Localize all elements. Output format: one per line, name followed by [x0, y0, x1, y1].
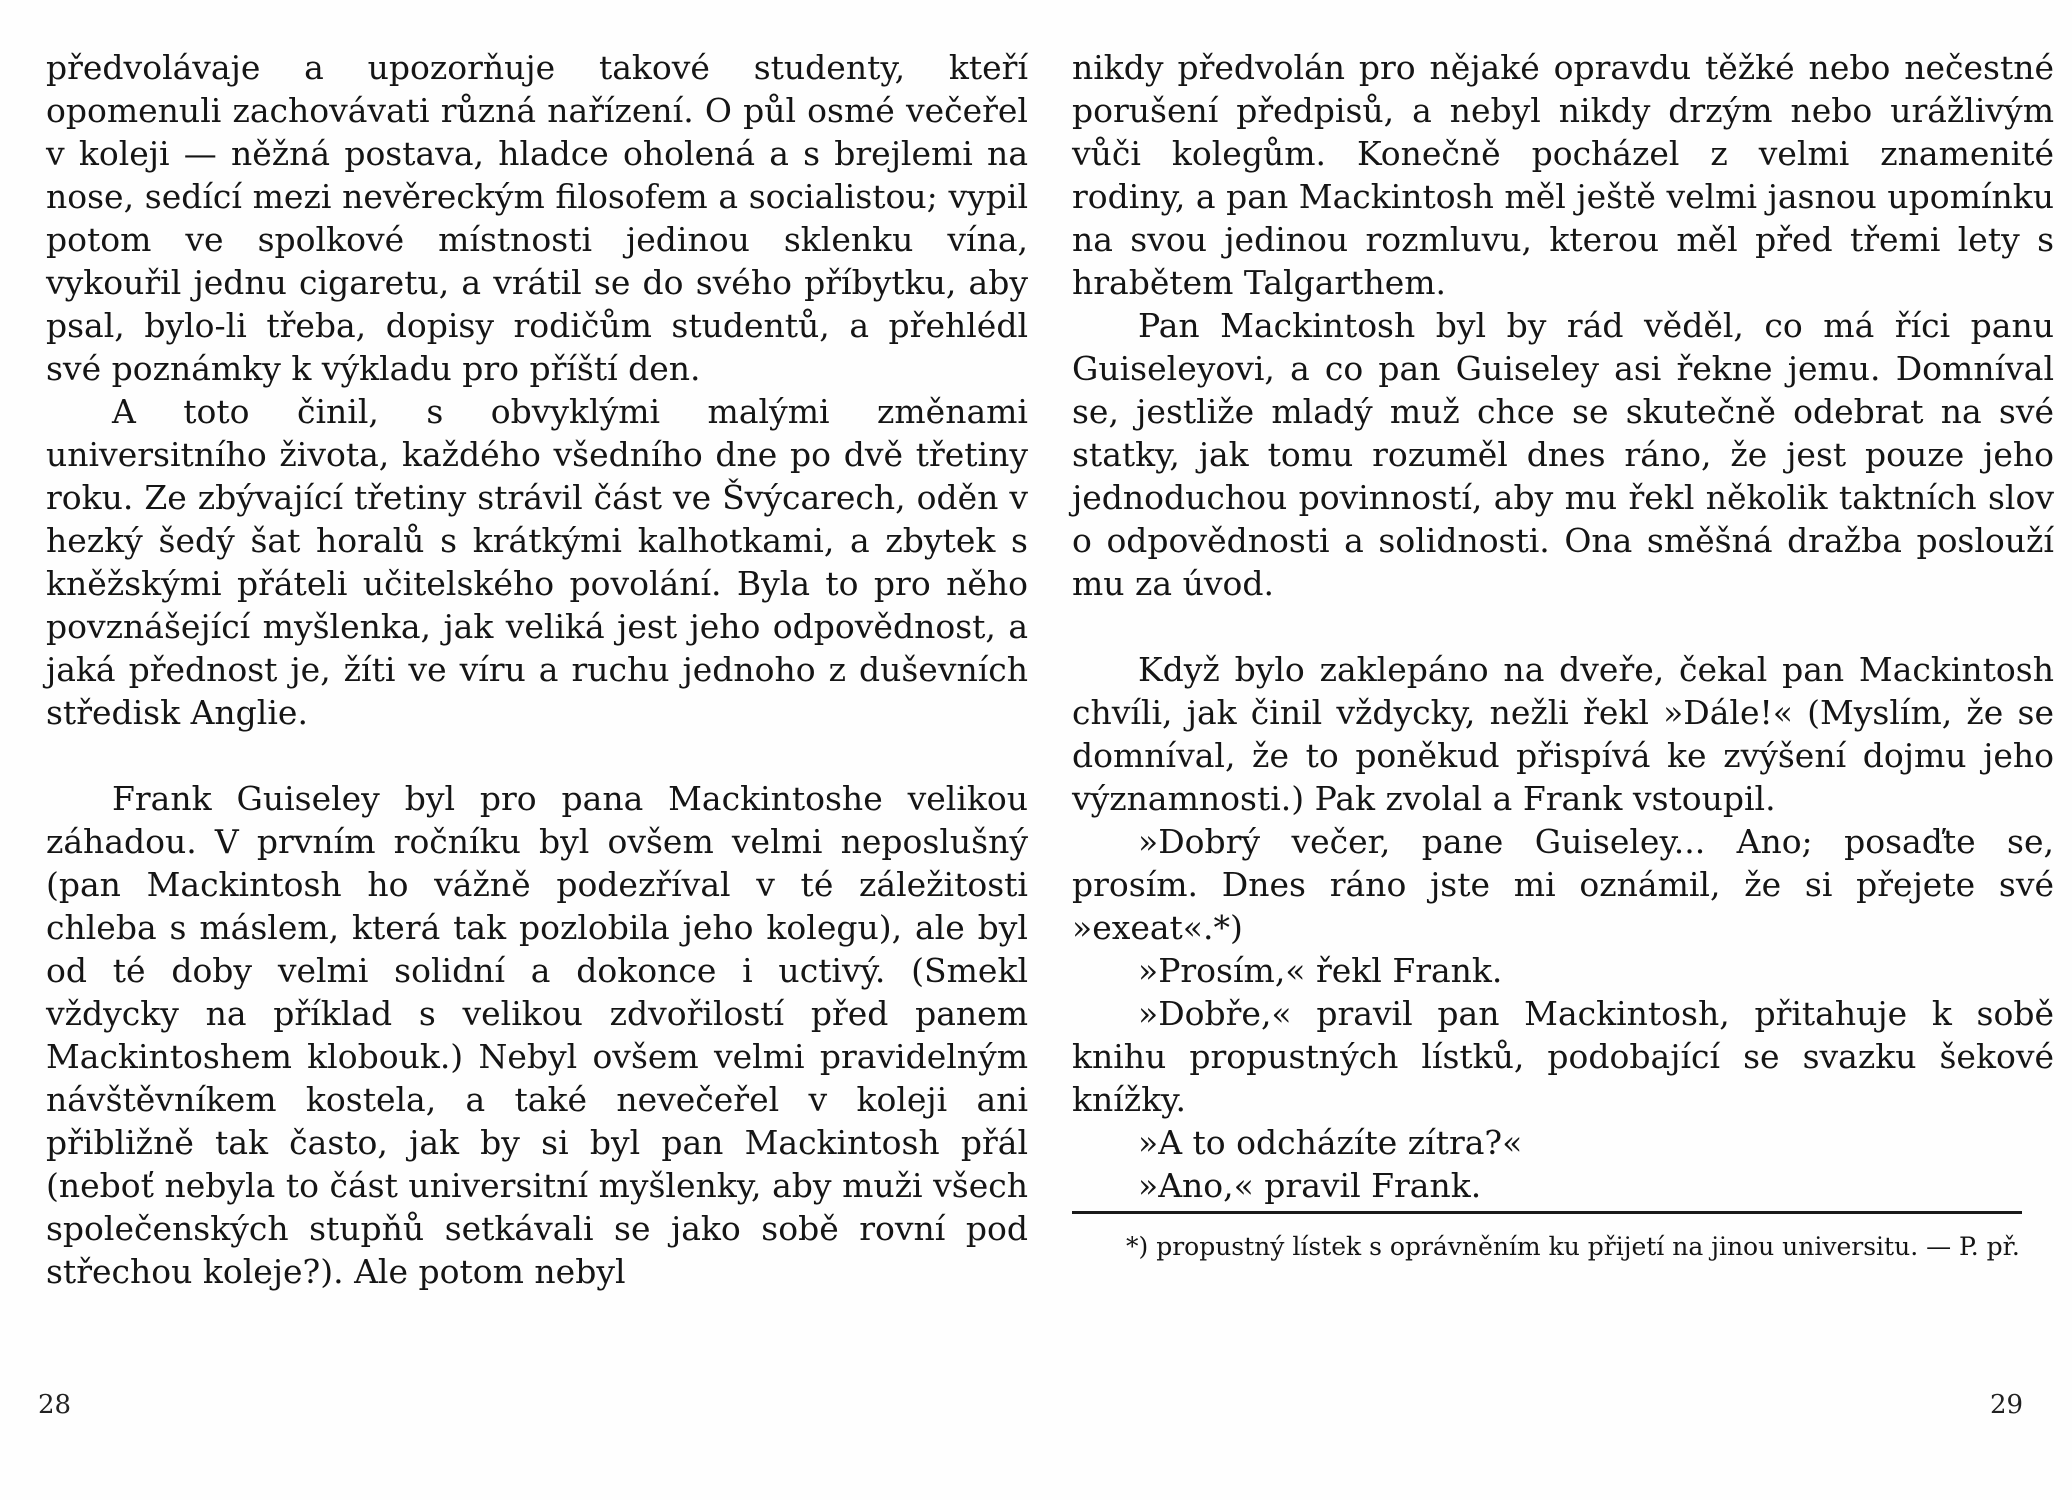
right-paragraph-7: »A to odcházíte zítra?« [1138, 1123, 1523, 1162]
left-paragraph-2: A toto činil, s obvyklými malými změnami universitního života, každého všedního dne po dvě třetiny roku. Ze zbývající třetiny strávil část ve Švýcarech, oděn v hezký šedý šat horalů s krátkými kalhotkami, a zbytek s kněžskými přáteli učitelského povolání. Byla to pro něho povznášející myšlenka, jak veliká jest jeho odpovědnost, a jaká přednost je, žíti ve víru a ruchu jednoho z duševních středisk Anglie. [46, 392, 1028, 732]
left-text-column [46, 46, 1028, 1293]
right-text-column [1072, 46, 2054, 1207]
left-paragraph-1: předvolávaje a upozorňuje takové studenty, kteří opomenuli zachovávati různá nařízení. O půl osmé večeřel v koleji — něžná postava, hladce oholená a s brejlemi na nose, sedící mezi nevěreckým filosofem a socialistou; vypil potom ve spolkové místnosti jedinou sklenku vína, vykouřil jednu cigaretu, a vrátil se do svého příbytku, aby psal, bylo-li třeba, dopisy rodičům studentů, a přehlédl své poznámky k výkladu pro příští den. [46, 48, 1028, 388]
left-page [46, 46, 1028, 1293]
section-break [46, 734, 1028, 777]
right-paragraph-1: nikdy předvolán pro nějaké opravdu těžké nebo nečestné porušení předpisů, a nebyl nikdy drzým nebo urážlivým vůči kolegům. Konečně pocházel z velmi znamenité rodiny, a pan Mackintosh měl ještě velmi jasnou upomínku na svou jedinou rozmluvu, kterou měl před třemi lety s hrabětem Talgarthem. [1072, 48, 2054, 302]
footnote-rule [1072, 1211, 2022, 1214]
page-number-left: 28 [38, 1390, 72, 1420]
right-paragraph-4: »Dobrý večer, pane Guiseley... Ano; posaďte se, prosím. Dnes ráno jste mi oznámil, že si přejete své »exeat«.*) [1072, 822, 2054, 947]
right-paragraph-5: »Prosím,« řekl Frank. [1138, 951, 1503, 990]
page-number-right: 29 [1990, 1390, 2024, 1420]
right-paragraph-6: »Dobře,« pravil pan Mackintosh, přitahuje k sobě knihu propustných lístků, podobající se svazku šekové knížky. [1072, 994, 2054, 1119]
right-paragraph-8: »Ano,« pravil Frank. [1138, 1166, 1482, 1205]
right-page [1072, 46, 2054, 1263]
footnote: *) propustný lístek s oprávněním ku přijetí na jinou universitu. — P. př. [1126, 1232, 2020, 1261]
section-break [1072, 605, 2054, 648]
right-paragraph-3: Když bylo zaklepáno na dveře, čekal pan Mackintosh chvíli, jak činil vždycky, nežli řekl »Dále!« (Myslím, že se domníval, že to poněkud přispívá ke zvýšení dojmu jeho významnosti.) Pak zvolal a Frank vstoupil. [1072, 650, 2054, 818]
right-paragraph-2: Pan Mackintosh byl by rád věděl, co má říci panu Guiseleyovi, a co pan Guiseley asi řekne jemu. Domníval se, jestliže mladý muž chce se skutečně odebrat na své statky, jak tomu rozuměl dnes ráno, že jest pouze jeho jednoduchou povinností, aby mu řekl několik taktních slov o odpovědnosti a solidnosti. Ona směšná dražba poslouží mu za úvod. [1072, 306, 2054, 603]
left-paragraph-3: Frank Guiseley byl pro pana Mackintoshe velikou záhadou. V prvním ročníku byl ovšem velmi neposlušný (pan Mackintosh ho vážně podezříval v té záležitosti chleba s máslem, která tak pozlobila jeho kolegu), ale byl od té doby velmi solidní a dokonce i uctivý. (Smekl vždycky na příklad s velikou zdvořilostí před panem Mackintoshem klobouk.) Nebyl ovšem velmi pravidelným návštěvníkem kostela, a také nevečeřel v koleji ani přibližně tak často, jak by si byl pan Mackintosh přál (neboť nebyla to část universitní myšlenky, aby muži všech společenských stupňů setkávali se jako sobě rovní pod střechou koleje?). Ale potom nebyl [46, 779, 1028, 1291]
